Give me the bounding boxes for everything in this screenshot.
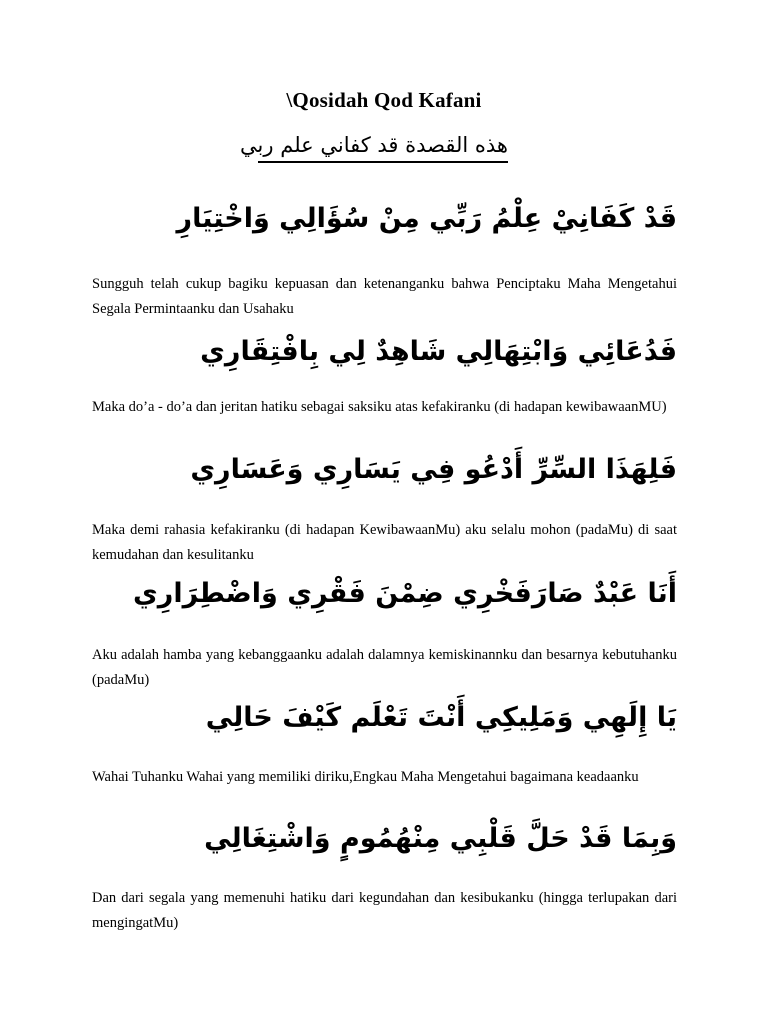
translation-3: Maka demi rahasia kefakiranku (di hadapan KewibawaanMu) aku selalu mohon (padaMu) di saat kemudahan dan kesulitanku — [92, 522, 677, 563]
arabic-subtitle: هذه القصدة قد كفاني علم ربي — [240, 133, 508, 157]
arabic-verse-1: قَدْ كَفَانِيْ عِلْمُ رَبِّي مِنْ سُؤَالِي وَاخْتِيَارِ — [176, 203, 677, 234]
arabic-subtitle-block — [240, 130, 508, 163]
translation-2: Maka do’a - do’a dan jeritan hatiku sebagai saksiku atas kefakiranku (di hadapan kewibawaanMU) — [92, 399, 667, 415]
translation-5: Wahai Tuhanku Wahai yang memiliki diriku,Engkau Maha Mengetahui bagaimana keadaanku — [92, 769, 639, 785]
arabic-verse-6: وَبِمَا قَدْ حَلَّ قَلْبِي مِنْهُمُومٍ وَاشْتِغَالِي — [204, 823, 677, 854]
arabic-verse-3: فَلِهَذَا السِّرِّ أَدْعُو فِي يَسَارِي وَعَسَارِي — [190, 454, 677, 485]
arabic-verse-2: فَدُعَائِي وَابْتِهَالِي شَاهِدٌ لِي بِافْتِقَارِي — [200, 336, 677, 367]
translation-6: Dan dari segala yang memenuhi hatiku dari kegundahan dan kesibukanku (hingga terlupakan dari mengingatMu) — [92, 890, 677, 931]
translation-4: Aku adalah hamba yang kebanggaanku adalah dalamnya kemiskinannku dan besarnya kebutuhanku (padaMu) — [92, 647, 677, 688]
translation-1: Sungguh telah cukup bagiku kepuasan dan ketenanganku bahwa Penciptaku Maha Mengetahui Segala Permintaanku dan Usahaku — [92, 276, 677, 317]
arabic-verse-4: أَنَا عَبْدٌ صَارَفَخْرِي ضِمْنَ فَقْرِي وَاضْطِرَارِي — [133, 578, 677, 609]
arabic-verse-5: يَا إِلَهِي وَمَلِيكِي أَنْتَ تَعْلَم كَيْفَ حَالِي — [205, 702, 677, 733]
subtitle-underline — [258, 161, 508, 163]
page-title: \Qosidah Qod Kafani — [286, 88, 482, 112]
